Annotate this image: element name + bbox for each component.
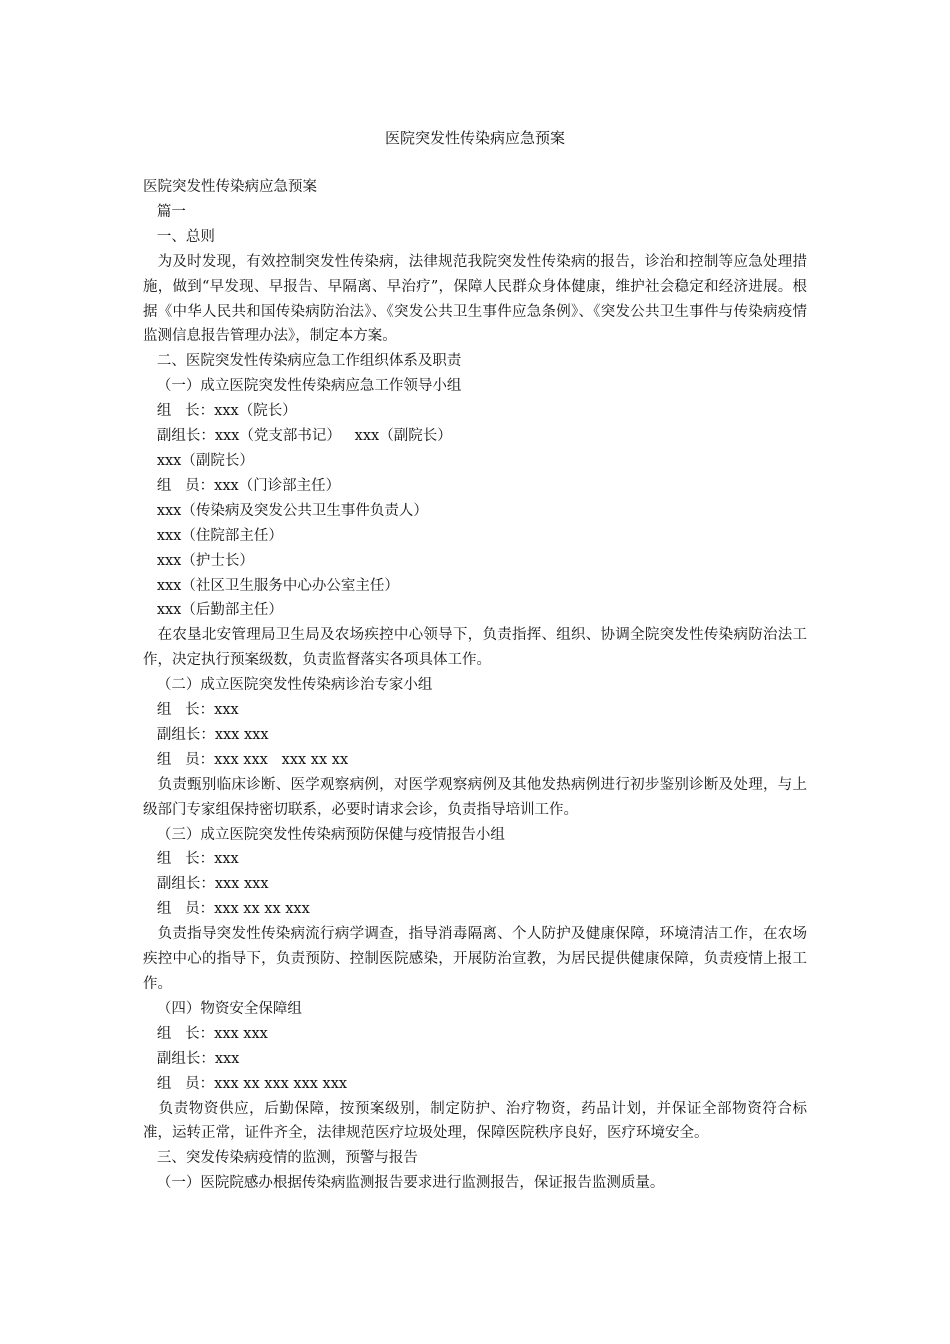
subsection-heading: （三）成立医院突发性传染病预防保健与疫情报告小组 bbox=[143, 826, 505, 843]
member-line: xxx（社区卫生服务中心办公室主任） bbox=[143, 577, 399, 594]
paragraph: 负责指导突发性传染病流行病学调查，指导消毒隔离、个人防护及健康保障，环境清洁工作，在农场疾控中心的指导下，负责预防、控制医院感染，开展防治宣教，为居民提供健康保障，负责疫情上报工作。 bbox=[143, 926, 807, 992]
subsection-heading: （四）物资安全保障组 bbox=[143, 1000, 302, 1017]
member-line: xxx（副院长） bbox=[143, 452, 254, 469]
subsection-heading: （一）成立医院突发性传染病应急工作领导小组 bbox=[143, 378, 462, 395]
member-line: 副组长：xxx xxx bbox=[143, 726, 269, 743]
paragraph: 负责甄别临床诊断、医学观察病例，对医学观察病例及其他发热病例进行初步鉴别诊断及处理，与上级部门专家组保持密切联系，必要时请求会诊，负责指导培训工作。 bbox=[143, 776, 807, 818]
member-line: 组 员：xxx xx xxx xxx xxx bbox=[143, 1075, 348, 1092]
member-line: xxx（护士长） bbox=[143, 552, 254, 569]
paragraph: 负责物资供应，后勤保障，按预案级别，制定防护、治疗物资，药品计划，并保证全部物资符合标准，运转正常，证件齐全，法律规范医疗垃圾处理，保障医院秩序良好，医疗环境安全。 bbox=[143, 1100, 807, 1142]
member-line: 组 长：xxx xxx bbox=[143, 1025, 268, 1042]
paragraph: （一）医院院感办根据传染病监测报告要求进行监测报告，保证报告监测质量。 bbox=[143, 1175, 665, 1192]
member-line: xxx（传染病及突发公共卫生事件负责人） bbox=[143, 502, 428, 519]
page-title: 医院突发性传染病应急预案 bbox=[384, 129, 565, 147]
member-line: xxx（后勤部主任） bbox=[143, 602, 283, 619]
document-body bbox=[143, 175, 807, 1196]
member-line: 组 长：xxx bbox=[143, 851, 239, 868]
doc-subtitle: 医院突发性传染病应急预案 bbox=[143, 179, 317, 195]
paragraph: 为及时发现，有效控制突发性传染病，法律规范我院突发性传染病的报告，诊治和控制等应急处理措施，做到“早发现、早报告、早隔离、早治疗”，保障人民群众身体健康，维护社会稳定和经济进展。根据《中华人民共和国传染病防治法》、《突发公共卫生事件应急条例》、《突发公共卫生事件与传染病疫情监测信息报告管理办法》，制定本方案。 bbox=[143, 253, 807, 345]
member-line: 副组长：xxx xxx bbox=[143, 876, 269, 893]
paragraph: 在农垦北安管理局卫生局及农场疾控中心领导下，负责指挥、组织、协调全院突发性传染病防治法工作，决定执行预案级数，负责监督落实各项具体工作。 bbox=[143, 627, 807, 669]
subsection-heading: （二）成立医院突发性传染病诊治专家小组 bbox=[143, 677, 433, 694]
member-line: 组 员：xxx（门诊部主任） bbox=[143, 477, 341, 494]
section-heading: 一、总则 bbox=[143, 228, 215, 245]
section-heading: 三、突发传染病疫情的监测，预警与报告 bbox=[143, 1150, 418, 1167]
member-line: 组 员：xxx xx xx xxx bbox=[143, 901, 310, 918]
section-label: 篇一 bbox=[143, 203, 186, 220]
member-line: xxx（住院部主任） bbox=[143, 527, 283, 544]
member-line: 组 长：xxx（院长） bbox=[143, 403, 297, 420]
member-line: 组 长：xxx bbox=[143, 702, 239, 719]
member-line: 副组长：xxx bbox=[143, 1050, 240, 1067]
member-line: 副组长：xxx（党支部书记） xxx（副院长） bbox=[143, 428, 452, 445]
section-heading: 二、医院突发性传染病应急工作组织体系及职责 bbox=[143, 353, 462, 370]
member-line: 组 员：xxx xxx xxx xx xx bbox=[143, 751, 349, 768]
